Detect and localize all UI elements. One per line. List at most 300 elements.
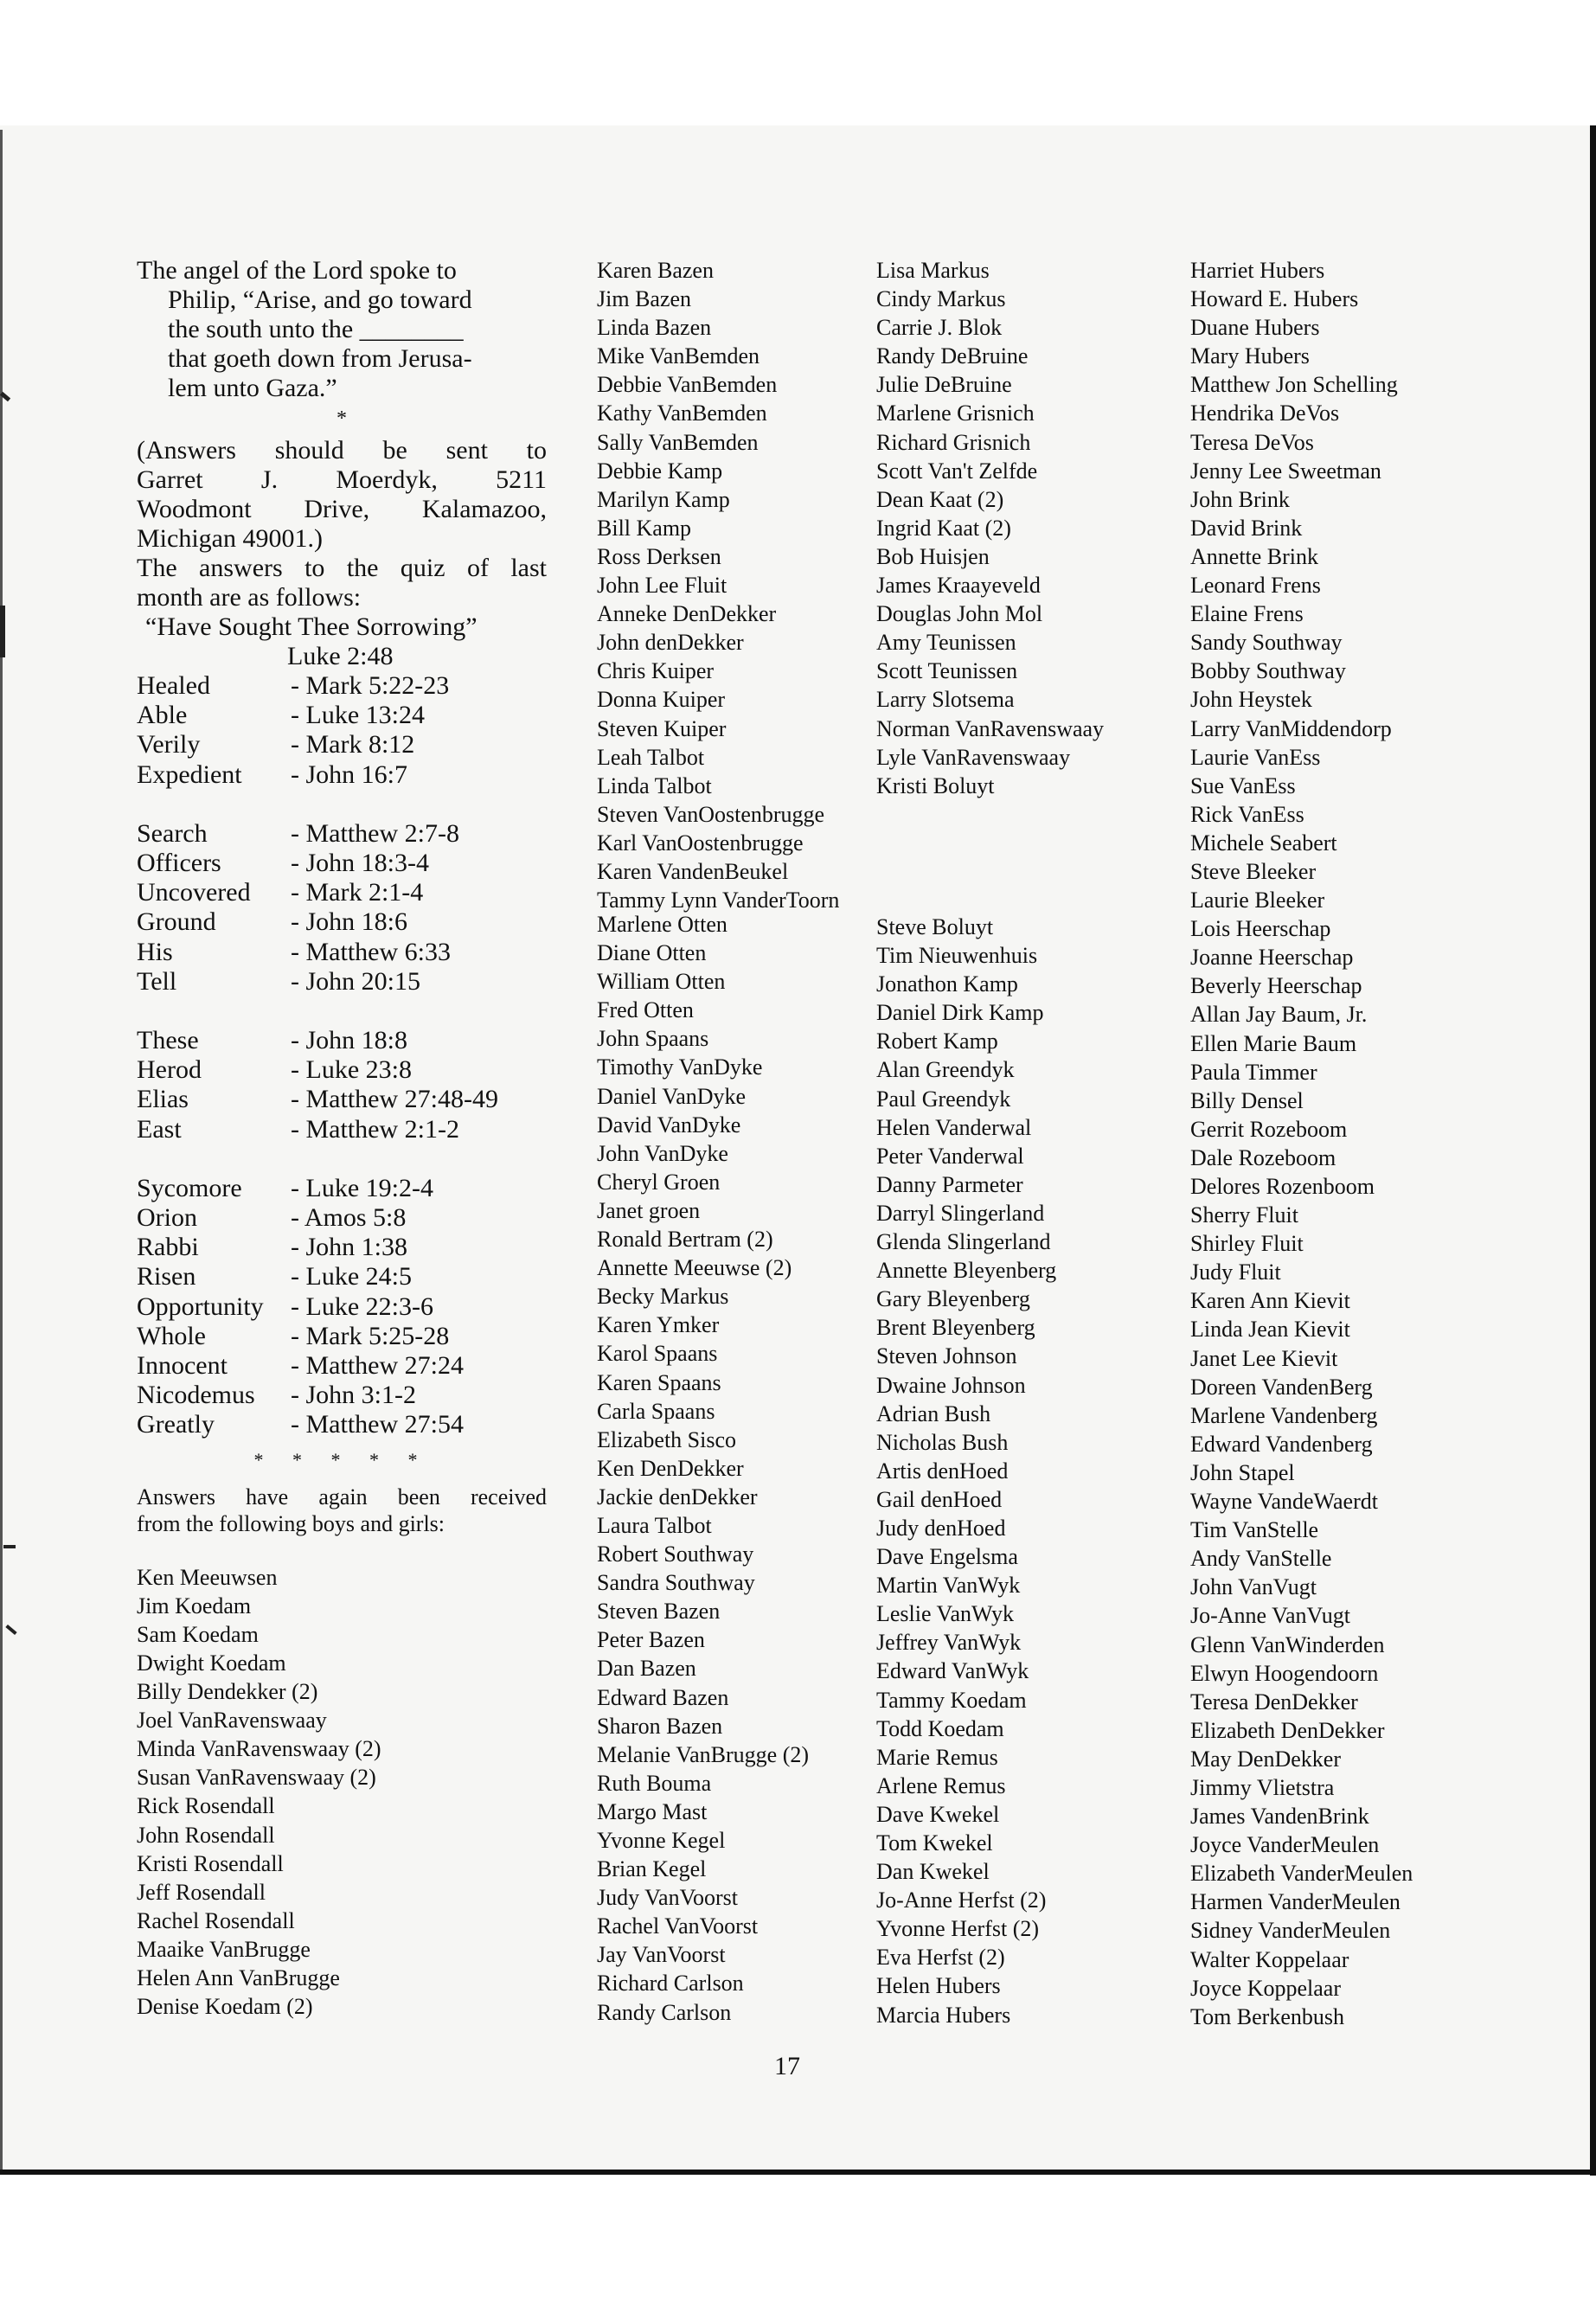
answer-word: Search	[137, 818, 208, 848]
name-entry: Daniel VanDyke	[597, 1083, 747, 1109]
name-entry: Sandra Southway	[597, 1570, 755, 1596]
name-entry: Bobby Southway	[1190, 658, 1346, 684]
answer-ref: - John 16:7	[291, 760, 407, 789]
name-entry: Jimmy Vlietstra	[1190, 1774, 1335, 1800]
answer-ref: - Matthew 27:24	[291, 1351, 464, 1381]
name-entry: Karen VandenBeukel	[597, 858, 789, 884]
name-entry: Margo Mast	[597, 1798, 708, 1824]
name-entry: Rachel VanVoorst	[597, 1913, 759, 1939]
name-entry: Rachel Rosendall	[137, 1907, 295, 1933]
name-entry: Andy VanStelle	[1190, 1546, 1332, 1572]
address-line: (Answers should be sent to	[137, 436, 547, 465]
answer-ref: - John 18:6	[291, 907, 407, 937]
name-entry: Robert Southway	[597, 1541, 754, 1567]
name-entry: Sandy Southway	[1190, 630, 1343, 656]
name-entry: Jonathon Kamp	[876, 971, 1018, 997]
name-entry: Robert Kamp	[876, 1029, 998, 1054]
name-entry: Marilyn Kamp	[597, 486, 730, 512]
name-entry: Elwyn Hoogendoorn	[1190, 1660, 1379, 1686]
name-entry: Amy Teunissen	[876, 630, 1016, 656]
name-entry: Carrie J. Blok	[876, 315, 1003, 341]
answer-ref: - Luke 23:8	[291, 1055, 412, 1085]
answer-word: Risen	[137, 1262, 196, 1292]
answer-ref: - Matthew 2:7-8	[291, 818, 459, 848]
name-entry: Tom Berkenbush	[1190, 2003, 1344, 2029]
answer-row	[137, 1085, 498, 1114]
name-entry: Elizabeth Sisco	[597, 1426, 737, 1452]
name-entry: Marcia Hubers	[876, 2002, 1011, 2028]
name-entry: Linda Jean Kievit	[1190, 1317, 1350, 1343]
answer-word: Whole	[137, 1321, 206, 1350]
answer-word: Healed	[137, 671, 210, 700]
name-entry: Annette Meeuwse (2)	[597, 1255, 792, 1281]
name-entry: Karl VanOostenbrugge	[597, 830, 804, 856]
name-entry: Debbie Kamp	[597, 458, 723, 484]
received-line: Answers have again been received	[137, 1484, 547, 1509]
answer-row	[137, 1115, 498, 1144]
name-entry: Karen Bazen	[597, 258, 714, 283]
name-entry: Norman VanRavenswaay	[876, 715, 1105, 741]
name-entry: William Otten	[597, 969, 726, 995]
answer-row	[137, 1351, 464, 1381]
name-entry: Steven VanOostenbrugge	[597, 801, 825, 827]
name-entry: Nicholas Bush	[876, 1429, 1009, 1455]
name-entry: Sharon Bazen	[597, 1713, 723, 1739]
name-entry: Adrian Bush	[876, 1400, 991, 1426]
name-entry: Eva Herfst (2)	[876, 1945, 1005, 1971]
name-entry: Harmen VanderMeulen	[1190, 1889, 1401, 1915]
answer-word: Nicodemus	[137, 1381, 255, 1410]
name-entry: Hendrika DeVos	[1190, 401, 1340, 426]
name-entry: John VanVugt	[1190, 1574, 1317, 1600]
name-entry: Bob Huisjen	[876, 543, 990, 569]
name-entry: Artis denHoed	[876, 1458, 1009, 1484]
answer-word: Able	[137, 701, 188, 730]
name-entry: Marlene Otten	[597, 912, 727, 937]
name-entry: Duane Hubers	[1190, 315, 1320, 341]
answer-title: “Have Sought Thee Sorrowing”	[145, 612, 478, 641]
name-entry: David VanDyke	[597, 1112, 741, 1138]
answer-word: Expedient	[137, 760, 242, 789]
answer-ref: - Luke 19:2-4	[291, 1173, 433, 1202]
name-entry: Mike VanBemden	[597, 343, 760, 369]
binding-mark	[0, 606, 5, 657]
left-edge-rule	[0, 130, 3, 2171]
answer-ref: - John 3:1-2	[291, 1381, 416, 1410]
name-entry: Douglas John Mol	[876, 601, 1043, 627]
name-entry: Tim Nieuwenhuis	[876, 943, 1038, 969]
name-entry: Becky Markus	[597, 1284, 729, 1310]
name-entry: Beverly Heerschap	[1190, 973, 1362, 999]
name-entry: Doreen VandenBerg	[1190, 1374, 1373, 1400]
answer-row	[137, 849, 459, 878]
names-list	[137, 1563, 547, 2022]
name-entry: Dwight Koedam	[137, 1650, 286, 1676]
answer-row	[137, 1055, 498, 1085]
answer-row	[137, 701, 449, 730]
answer-word: Uncovered	[137, 878, 251, 907]
name-entry: Elaine Frens	[1190, 601, 1304, 627]
name-entry: Susan VanRavenswaay (2)	[137, 1765, 376, 1791]
name-entry: John Lee Fluit	[597, 573, 727, 599]
name-entry: Karen Spaans	[597, 1369, 721, 1395]
name-entry: Bill Kamp	[597, 515, 692, 541]
name-entry: Harriet Hubers	[1190, 258, 1325, 283]
answer-word: Verily	[137, 730, 201, 760]
answer-word: Tell	[137, 966, 177, 996]
name-entry: Annette Brink	[1190, 543, 1319, 569]
name-entry: Sally VanBemden	[597, 429, 759, 455]
name-entry: Gary Bleyenberg	[876, 1286, 1030, 1312]
name-entry: Denise Koedam (2)	[137, 1994, 313, 2020]
name-entry: Scott Teunissen	[876, 658, 1018, 684]
answer-table	[137, 671, 449, 790]
name-entry: Kathy VanBemden	[597, 401, 767, 426]
name-entry: Kristi Rosendall	[137, 1850, 284, 1876]
name-entry: Jeffrey VanWyk	[876, 1630, 1022, 1656]
answer-word: Officers	[137, 849, 221, 878]
answer-row	[137, 967, 459, 997]
answer-ref: - Mark 5:25-28	[291, 1321, 450, 1350]
name-entry: Jo-Anne VanVugt	[1190, 1603, 1350, 1629]
answers-intro: The answers to the quiz of last	[137, 554, 547, 582]
name-entry: Walter Koppelaar	[1190, 1946, 1349, 1972]
name-entry: Karol Spaans	[597, 1341, 718, 1367]
answer-ref: - John 18:8	[291, 1026, 407, 1055]
answer-table	[137, 1026, 498, 1144]
name-entry: Dave Kwekel	[876, 1801, 1000, 1827]
answer-row	[137, 730, 449, 760]
verse-line: Philip, “Arise, and go toward	[168, 285, 472, 314]
name-entry: Ellen Marie Baum	[1190, 1030, 1357, 1056]
name-entry: Karen Ymker	[597, 1312, 720, 1338]
name-entry: Cheryl Groen	[597, 1169, 721, 1195]
name-entry: Joel VanRavenswaay	[137, 1708, 327, 1734]
name-entry: Ross Derksen	[597, 543, 721, 569]
name-entry: Peter Vanderwal	[876, 1143, 1024, 1169]
answer-row	[137, 878, 459, 907]
name-entry: Larry VanMiddendorp	[1190, 715, 1392, 741]
name-entry: Ken Meeuwsen	[137, 1564, 278, 1590]
name-entry: Timothy VanDyke	[597, 1054, 763, 1080]
name-entry: Allan Jay Baum, Jr.	[1190, 1002, 1368, 1028]
name-entry: Gerrit Rozeboom	[1190, 1116, 1348, 1142]
name-entry: Richard Carlson	[597, 1971, 744, 1997]
name-entry: Daniel Dirk Kamp	[876, 1000, 1044, 1026]
name-entry: Janet Lee Kievit	[1190, 1345, 1338, 1371]
address-line: Michigan 49001.)	[137, 524, 323, 553]
name-entry: Rick Rosendall	[137, 1793, 275, 1819]
name-entry: Paul Greendyk	[876, 1086, 1011, 1112]
name-entry: Lyle VanRavenswaay	[876, 744, 1071, 770]
name-entry: Kristi Boluyt	[876, 772, 995, 798]
name-entry: Annette Bleyenberg	[876, 1258, 1057, 1284]
name-entry: Julie DeBruine	[876, 372, 1012, 398]
name-entry: Sam Koedam	[137, 1621, 259, 1647]
name-entry: Dan Kwekel	[876, 1859, 990, 1885]
name-entry: Billy Densel	[1190, 1087, 1304, 1113]
name-entry: Minda VanRavenswaay (2)	[137, 1736, 381, 1762]
name-entry: Yvonne Kegel	[597, 1828, 726, 1853]
answer-ref: - John 20:15	[291, 966, 420, 996]
answer-row	[137, 1203, 464, 1233]
name-entry: Joyce Koppelaar	[1190, 1975, 1341, 2001]
names-list	[1190, 256, 1413, 2031]
name-entry: Ruth Bouma	[597, 1770, 712, 1796]
answer-word: Herod	[137, 1055, 202, 1085]
name-entry: Jo-Anne Herfst (2)	[876, 1888, 1047, 1913]
name-entry: Fred Otten	[597, 997, 694, 1023]
name-entry: Joanne Heerschap	[1190, 945, 1354, 971]
answer-row	[137, 1174, 464, 1203]
name-entry: Sue VanEss	[1190, 772, 1296, 798]
answer-ref: - Matthew 27:48-49	[291, 1085, 498, 1114]
address-line: Garret J. Moerdyk, 5211	[137, 465, 547, 494]
answer-reference: Luke 2:48	[287, 642, 394, 670]
name-entry: Tammy Koedam	[876, 1687, 1027, 1713]
name-entry: Lisa Markus	[876, 258, 990, 283]
name-entry: Anneke DenDekker	[597, 601, 777, 627]
right-edge-rule	[1590, 125, 1596, 2176]
name-entry: Alan Greendyk	[876, 1057, 1015, 1083]
name-entry: Steven Kuiper	[597, 715, 727, 741]
name-entry: Billy Dendekker (2)	[137, 1679, 318, 1705]
name-entry: John Rosendall	[137, 1822, 275, 1848]
name-entry: Danny Parmeter	[876, 1171, 1023, 1197]
name-entry: Tim VanStelle	[1190, 1517, 1319, 1543]
name-entry: Judy Fluit	[1190, 1259, 1281, 1285]
answer-row	[137, 671, 449, 701]
name-entry: James Kraayeveld	[876, 573, 1041, 599]
answer-row	[137, 938, 459, 967]
answer-word: Ground	[137, 907, 216, 937]
answer-row	[137, 1381, 464, 1410]
answer-ref: - Amos 5:8	[291, 1203, 407, 1233]
name-entry: Ingrid Kaat (2)	[876, 515, 1011, 541]
name-entry: Scott Van't Zelfde	[876, 458, 1038, 484]
verse-line: that goeth down from Jerusa-	[168, 344, 472, 373]
answer-word: Opportunity	[137, 1292, 264, 1321]
verse-line: The angel of the Lord spoke to	[137, 256, 457, 285]
name-entry: Melanie VanBrugge (2)	[597, 1741, 810, 1767]
answer-word: East	[137, 1114, 182, 1144]
name-entry: Rick VanEss	[1190, 801, 1304, 827]
name-entry: John VanDyke	[597, 1140, 728, 1166]
name-entry: Steven Johnson	[876, 1343, 1017, 1369]
name-entry: Dave Engelsma	[876, 1544, 1018, 1570]
name-entry: John Spaans	[597, 1026, 709, 1052]
answer-ref: - Mark 8:12	[291, 730, 415, 760]
name-entry: Diane Otten	[597, 940, 707, 966]
name-entry: Laurie Bleeker	[1190, 888, 1325, 913]
separator-stars: * * * * *	[253, 1448, 430, 1471]
name-entry: Todd Koedam	[876, 1715, 1004, 1741]
answer-row	[137, 1233, 464, 1262]
name-entry: Steve Boluyt	[876, 914, 994, 939]
names-list	[597, 910, 809, 2027]
names-list	[876, 256, 1104, 800]
name-entry: Darryl Slingerland	[876, 1200, 1045, 1226]
name-entry: Jenny Lee Sweetman	[1190, 458, 1381, 484]
answer-table	[137, 1174, 464, 1440]
name-entry: Ken DenDekker	[597, 1455, 744, 1481]
name-entry: Delores Rozenboom	[1190, 1174, 1375, 1199]
name-entry: Joyce VanderMeulen	[1190, 1832, 1380, 1858]
answer-row	[137, 1026, 498, 1055]
name-entry: Marlene Grisnich	[876, 401, 1035, 426]
name-entry: Leonard Frens	[1190, 573, 1321, 599]
received-line: from the following boys and girls:	[137, 1510, 445, 1536]
name-entry: Yvonne Herfst (2)	[876, 1916, 1040, 1942]
name-entry: Jay VanVoorst	[597, 1942, 726, 1968]
name-entry: Larry Slotsema	[876, 687, 1015, 713]
name-entry: Jim Bazen	[597, 286, 692, 312]
name-entry: Helen Vanderwal	[876, 1114, 1032, 1140]
name-entry: Brent Bleyenberg	[876, 1315, 1035, 1341]
answer-ref: - Luke 22:3-6	[291, 1292, 433, 1321]
name-entry: John Brink	[1190, 486, 1290, 512]
name-entry: Sidney VanderMeulen	[1190, 1918, 1391, 1944]
name-entry: Glenn VanWinderden	[1190, 1631, 1385, 1657]
name-entry: Tom Kwekel	[876, 1830, 993, 1856]
name-entry: Randy DeBruine	[876, 343, 1029, 369]
name-entry: May DenDekker	[1190, 1746, 1341, 1772]
name-entry: Edward Vandenberg	[1190, 1431, 1373, 1457]
name-entry: Maaike VanBrugge	[137, 1936, 311, 1962]
name-entry: Helen Ann VanBrugge	[137, 1965, 340, 1990]
name-entry: Teresa DeVos	[1190, 429, 1314, 455]
name-entry: Laura Talbot	[597, 1512, 712, 1538]
name-entry: Paula Timmer	[1190, 1059, 1317, 1085]
answer-ref: - Mark 5:22-23	[291, 671, 450, 700]
answer-word: Greatly	[137, 1410, 215, 1439]
name-entry: Brian Kegel	[597, 1856, 707, 1882]
answer-ref: - John 1:38	[291, 1233, 407, 1262]
separator-star: *	[337, 407, 347, 430]
answer-ref: - Luke 13:24	[291, 701, 425, 730]
name-entry: Karen Ann Kievit	[1190, 1288, 1350, 1314]
answer-ref: - Luke 24:5	[291, 1262, 412, 1292]
name-entry: Cindy Markus	[876, 286, 1006, 312]
name-entry: Martin VanWyk	[876, 1573, 1021, 1599]
answer-word: Sycomore	[137, 1173, 242, 1202]
name-entry: Richard Grisnich	[876, 429, 1031, 455]
name-entry: Ronald Bertram (2)	[597, 1227, 773, 1253]
name-entry: Edward Bazen	[597, 1684, 729, 1710]
verse-line: the south unto the ________	[168, 315, 464, 343]
answer-word: Innocent	[137, 1351, 228, 1381]
quiz-column	[137, 256, 547, 2021]
name-entry: Glenda Slingerland	[876, 1229, 1051, 1255]
name-entry: Donna Kuiper	[597, 687, 726, 713]
name-entry: Leslie VanWyk	[876, 1601, 1014, 1627]
answer-row	[137, 1292, 464, 1322]
answer-row	[137, 1410, 464, 1439]
answer-ref: - Mark 2:1-4	[291, 878, 424, 907]
answer-ref: - Matthew 6:33	[291, 937, 451, 966]
name-entry: Steven Bazen	[597, 1599, 721, 1625]
name-entry: John Stapel	[1190, 1459, 1295, 1485]
answer-ref: - John 18:3-4	[291, 849, 429, 878]
answer-row	[137, 760, 449, 790]
answer-row	[137, 1322, 464, 1351]
name-entry: Howard E. Hubers	[1190, 286, 1359, 312]
name-entry: Michele Seabert	[1190, 830, 1337, 856]
name-entry: Chris Kuiper	[597, 658, 715, 684]
bottom-edge-rule	[0, 2170, 1596, 2175]
name-entry: Dale Rozeboom	[1190, 1144, 1336, 1170]
answer-word: Elias	[137, 1085, 189, 1114]
name-entry: Debbie VanBemden	[597, 372, 778, 398]
name-entry: John denDekker	[597, 630, 744, 656]
verse-line: lem unto Gaza.”	[168, 374, 337, 402]
name-entry: Jeff Rosendall	[137, 1879, 266, 1905]
name-entry: Randy Carlson	[597, 1999, 732, 2025]
name-entry: Tammy Lynn VanderToorn	[597, 888, 840, 913]
name-entry: Judy denHoed	[876, 1515, 1006, 1541]
answer-table	[137, 819, 459, 997]
answer-ref: - Matthew 27:54	[291, 1410, 464, 1439]
answers-intro: month are as follows:	[137, 583, 362, 612]
name-entry: Lois Heerschap	[1190, 916, 1331, 942]
name-entry: Steve Bleeker	[1190, 858, 1317, 884]
name-entry: Wayne VandeWaerdt	[1190, 1489, 1378, 1515]
name-entry: Jackie denDekker	[597, 1484, 758, 1509]
answer-word: Rabbi	[137, 1233, 199, 1262]
name-entry: Gail denHoed	[876, 1486, 1003, 1512]
name-entry: Carla Spaans	[597, 1398, 715, 1424]
name-entry: Marlene Vandenberg	[1190, 1402, 1378, 1428]
name-entry: Shirley Fluit	[1190, 1231, 1304, 1257]
answer-word: His	[137, 937, 173, 966]
name-entry: Elizabeth VanderMeulen	[1190, 1861, 1413, 1887]
name-entry: Dan Bazen	[597, 1656, 696, 1682]
answer-word: Orion	[137, 1203, 197, 1233]
name-entry: Dean Kaat (2)	[876, 486, 1004, 512]
name-entry: Judy VanVoorst	[597, 1885, 739, 1911]
name-entry: Matthew Jon Schelling	[1190, 372, 1398, 398]
name-entry: Elizabeth DenDekker	[1190, 1717, 1385, 1743]
name-entry: James VandenBrink	[1190, 1804, 1369, 1830]
name-entry: John Heystek	[1190, 687, 1312, 713]
binding-mark	[3, 1545, 16, 1548]
name-entry: Laurie VanEss	[1190, 744, 1321, 770]
name-entry: Jim Koedam	[137, 1593, 252, 1618]
answer-ref: - Matthew 2:1-2	[291, 1114, 459, 1144]
name-entry: Linda Talbot	[597, 772, 712, 798]
name-entry: Arlene Remus	[876, 1772, 1006, 1798]
name-entry: Mary Hubers	[1190, 343, 1310, 369]
answer-row	[137, 907, 459, 937]
address-line: Woodmont Drive, Kalamazoo,	[137, 495, 547, 523]
name-entry: Marie Remus	[876, 1744, 998, 1770]
name-entry: David Brink	[1190, 515, 1303, 541]
answer-row	[137, 1262, 464, 1292]
names-list	[876, 913, 1056, 2029]
name-entry: Leah Talbot	[597, 744, 705, 770]
page-number: 17	[774, 2052, 800, 2080]
name-entry: Dwaine Johnson	[876, 1372, 1026, 1398]
name-entry: Sherry Fluit	[1190, 1202, 1298, 1228]
answer-word: These	[137, 1026, 199, 1055]
name-entry: Linda Bazen	[597, 315, 712, 341]
name-entry: Helen Hubers	[876, 1973, 1001, 1999]
answer-row	[137, 819, 459, 849]
name-entry: Edward VanWyk	[876, 1658, 1029, 1684]
name-entry: Peter Bazen	[597, 1627, 705, 1653]
names-list	[597, 256, 839, 914]
name-entry: Janet groen	[597, 1197, 701, 1223]
